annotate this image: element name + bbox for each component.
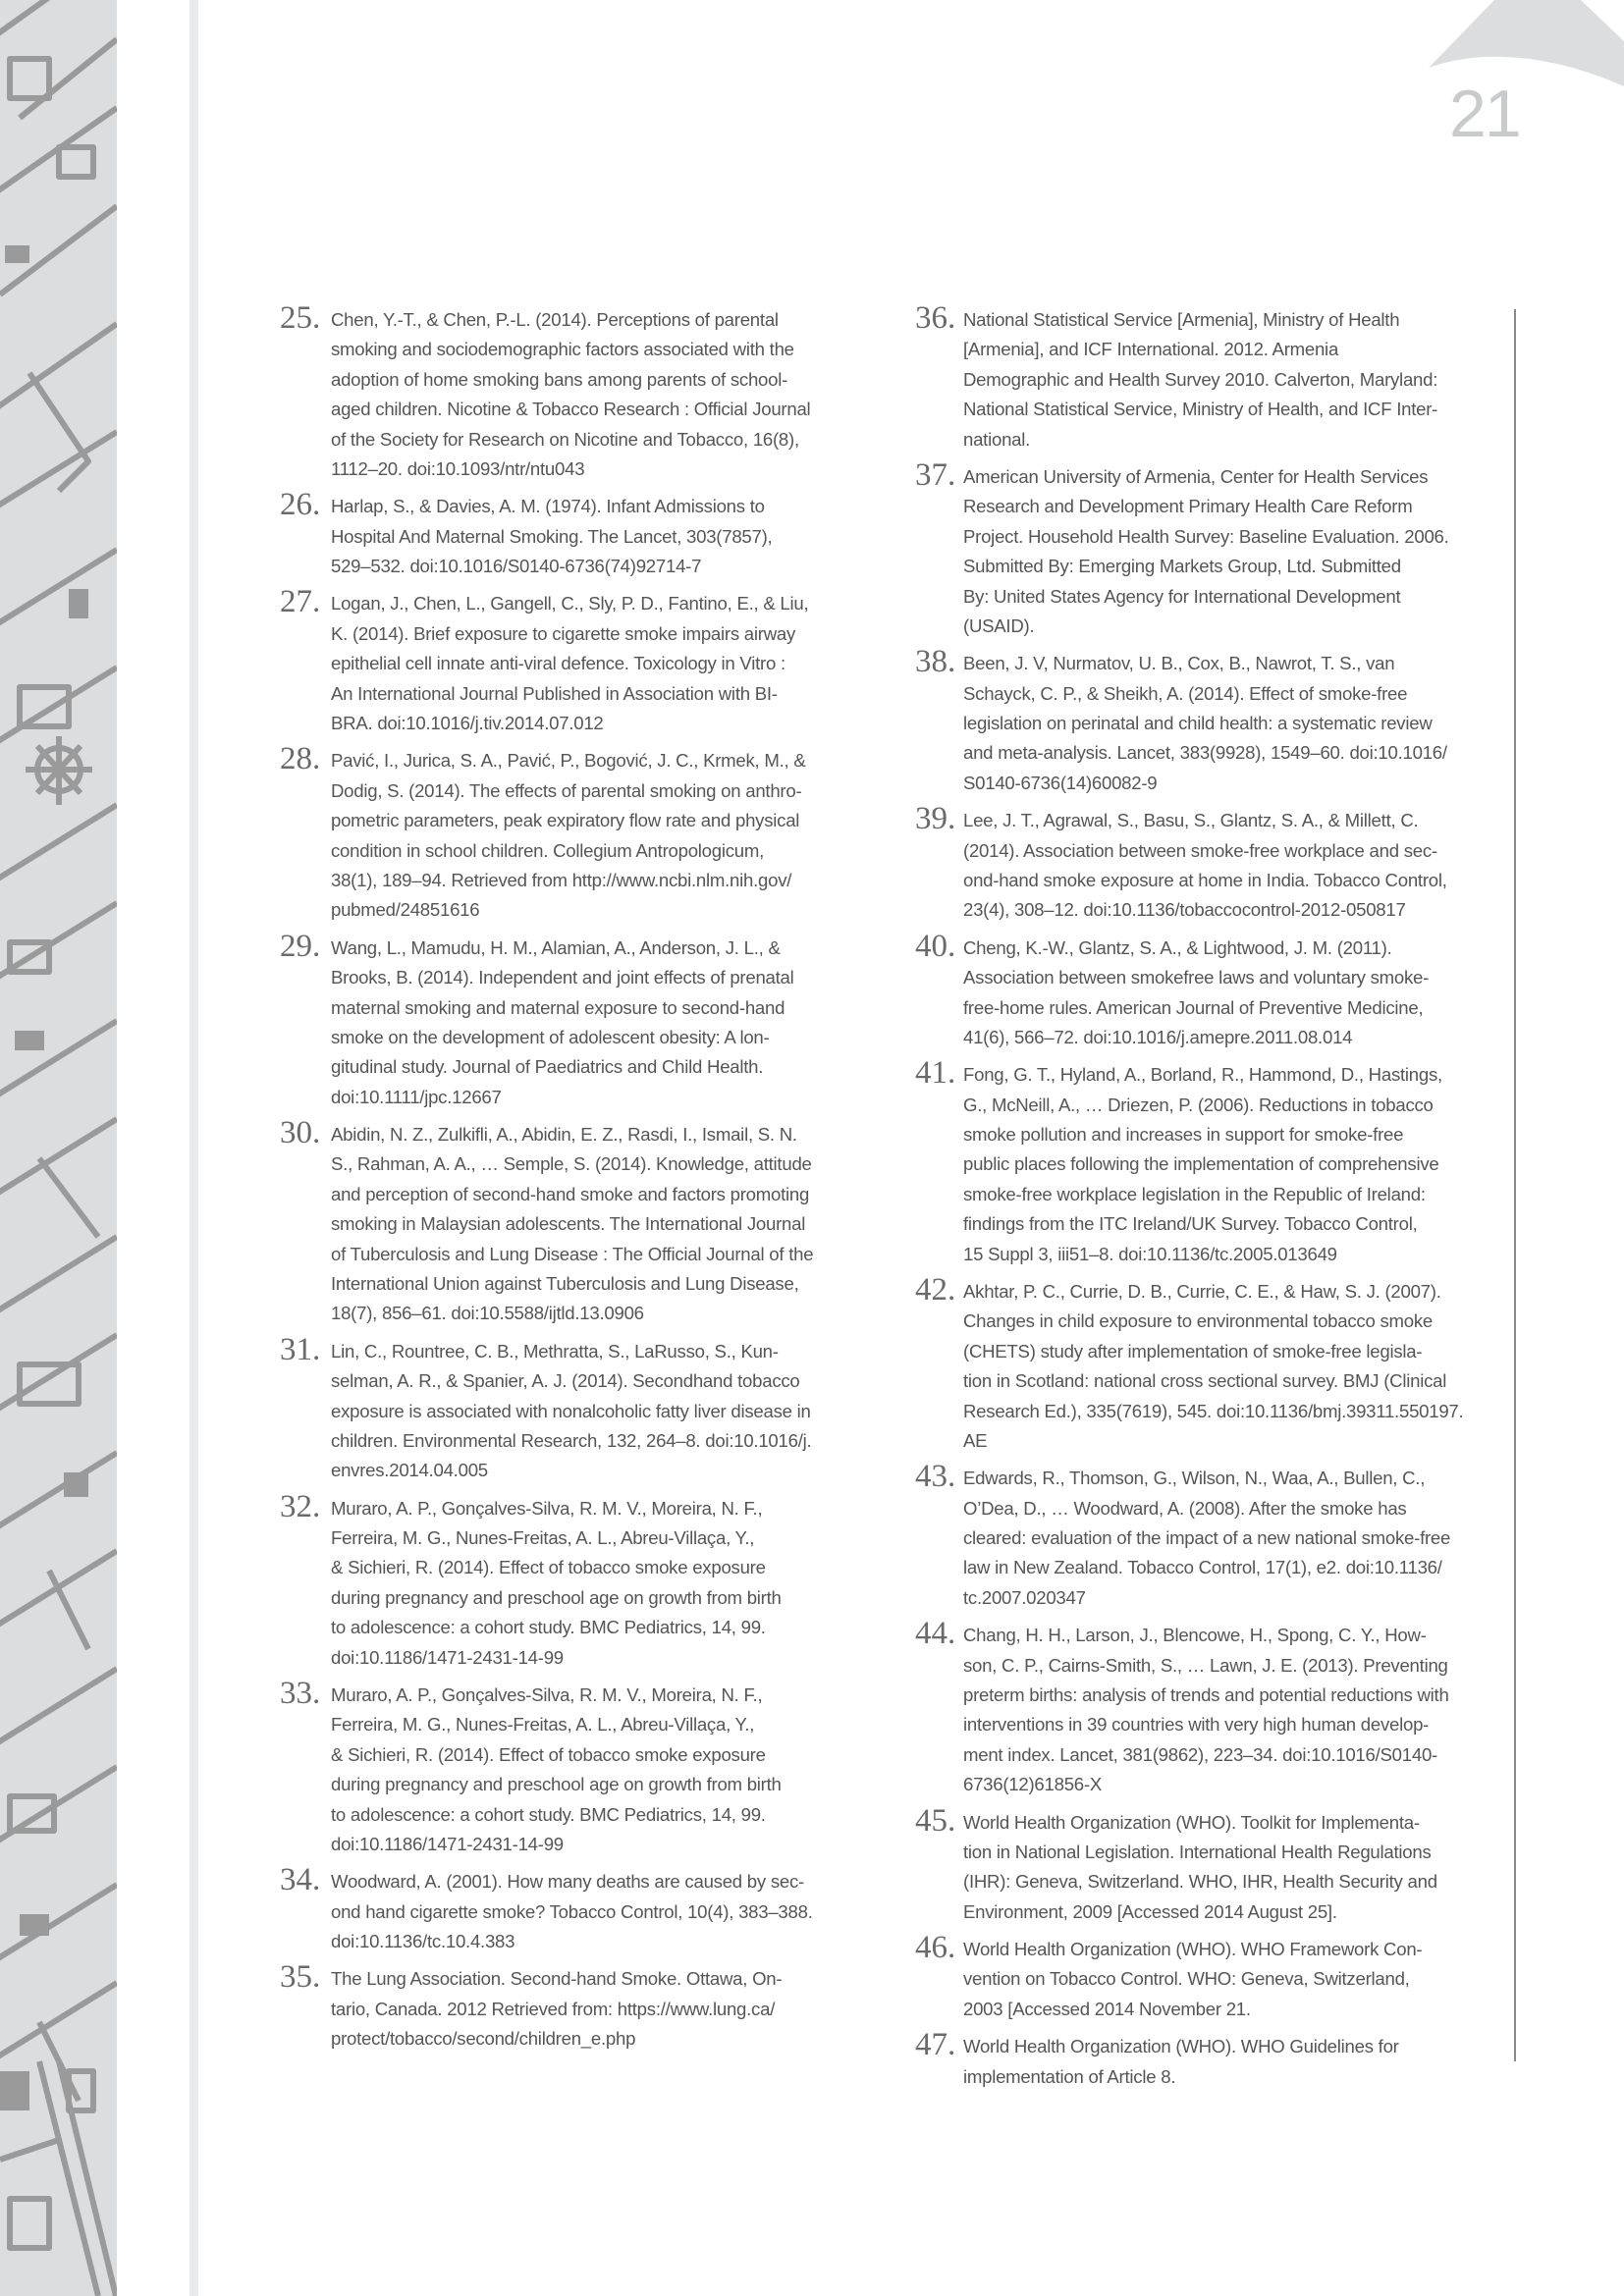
reference-line: By: United States Agency for International Development [963,585,1401,607]
reference-text [331,589,869,738]
reference-line: children. Environmental Research, 132, 264–8. doi:10.1016/j. [331,1429,812,1451]
reference-line: World Health Organization (WHO). WHO Framework Con- [963,1939,1423,1960]
reference-item [280,1959,869,2054]
reference-item [915,1271,1504,1456]
reference-line: Muraro, A. P., Gonçalves-Silva, R. M. V., Moreira, N. F., [331,1497,763,1519]
reference-line: condition in school children. Collegium Antropologicum, [331,839,765,861]
reference-line: preterm births: analysis of trends and potential reductions with [963,1684,1449,1705]
reference-text [963,1277,1504,1456]
reference-number: 28. [280,741,321,777]
reference-item [280,1676,869,1859]
reference-line: Demographic and Health Survey 2010. Calverton, Maryland: [963,368,1438,390]
reference-line: Dodig, S. (2014). The effects of parental smoking on anthro- [331,779,802,801]
reference-line: S., Rahman, A. A., … Semple, S. (2014). Knowledge, attitude [331,1153,812,1175]
reference-number: 47. [915,2027,956,2063]
reference-line: (2014). Association between smoke-free workplace and sec- [963,839,1437,861]
reference-line: National Statistical Service, Ministry of Health, and ICF Inter- [963,399,1438,420]
reference-item [280,487,869,581]
reference-number: 35. [280,1959,321,1996]
reference-line: smoke-free workplace legislation in the Republic of Ireland: [963,1183,1426,1204]
reference-item [280,1115,869,1329]
reference-line: tion in Scotland: national cross sectional survey. BMJ (Clinical [963,1370,1447,1392]
reference-line: 15 Suppl 3, iii51–8. doi:10.1136/tc.2005.013649 [963,1243,1337,1264]
reference-line: Changes in child exposure to environmental tobacco smoke [963,1310,1433,1332]
reference-line: Muraro, A. P., Gonçalves-Silva, R. M. V., Moreira, N. F., [331,1684,763,1705]
reference-number: 45. [915,1802,956,1839]
reference-number: 42. [915,1271,956,1308]
reference-line: Research and Development Primary Health Care Reform [963,496,1413,517]
reference-line: gitudinal study. Journal of Paediatrics and Child Health. [331,1056,764,1078]
reference-line: during pregnancy and preschool age on growth from birth [331,1774,782,1795]
reference-line: Association between smokefree laws and voluntary smoke- [963,967,1430,988]
reference-text [331,934,869,1112]
column-rule [1514,309,1516,2061]
margin-band [189,0,198,2296]
reference-line: to adolescence: a cohort study. BMC Pediatrics, 14, 99. [331,1803,766,1825]
references-column-left [280,300,869,2062]
reference-number: 33. [280,1676,321,1711]
reference-text [963,649,1504,798]
reference-number: 26. [280,487,321,523]
reference-line: Abidin, N. Z., Zulkifli, A., Abidin, E. Z., Rasdi, I., Ismail, S. N. [331,1124,797,1146]
reference-text [331,1867,869,1956]
reference-line: Chen, Y.-T., & Chen, P.-L. (2014). Perceptions of parental [331,309,779,330]
reference-line: BRA. doi:10.1016/j.tiv.2014.07.012 [331,713,604,734]
reference-item [915,928,1504,1053]
reference-line: [Armenia], and ICF International. 2012. Armenia [963,339,1339,360]
reference-line: public places following the implementation of comprehensive [963,1153,1439,1175]
reference-line: doi:10.1136/tc.10.4.383 [331,1931,515,1952]
reference-line: & Sichieri, R. (2014). Effect of tobacco smoke exposure [331,1743,766,1765]
reference-line: Woodward, A. (2001). How many deaths are caused by sec- [331,1871,804,1893]
reference-line: doi:10.1186/1471-2431-14-99 [331,1834,564,1855]
reference-text [331,1494,869,1673]
reference-item [280,584,869,738]
reference-item [280,741,869,925]
reference-line: Brooks, B. (2014). Independent and joint effects of prenatal [331,967,794,988]
reference-line: law in New Zealand. Tobacco Control, 17(1), e2. doi:10.1136/ [963,1557,1442,1578]
reference-line: envres.2014.04.005 [331,1460,488,1481]
reference-item [280,1862,869,1956]
reference-line: smoke pollution and increases in support for smoke-free [963,1124,1404,1146]
reference-line: 23(4), 308–12. doi:10.1136/tobaccocontrol-2012-050817 [963,899,1406,921]
reference-item [915,1616,1504,1799]
reference-line: Edwards, R., Thomson, G., Wilson, N., Waa, A., Bullen, C., [963,1468,1426,1489]
reference-number: 32. [280,1488,321,1524]
reference-text [963,934,1504,1053]
reference-line: 529–532. doi:10.1016/S0140-6736(74)92714-7 [331,556,702,577]
reference-item [280,1331,869,1486]
reference-text [331,1681,869,1859]
reference-line: free-home rules. American Journal of Preventive Medicine, [963,996,1424,1018]
reference-line: interventions in 39 countries with very high human develop- [963,1714,1430,1735]
reference-text [331,305,869,484]
reference-line: smoke on the development of adolescent obesity: A lon- [331,1026,770,1047]
reference-number: 39. [915,801,956,837]
reference-text [963,806,1504,926]
reference-line: of Tuberculosis and Lung Disease : The Official Journal of the [331,1243,814,1264]
reference-number: 43. [915,1459,956,1495]
reference-line: son, C. P., Cairns-Smith, S., … Lawn, J. E. (2013). Preventing [963,1654,1448,1676]
reference-line: tion in National Legislation. International Health Regulations [963,1841,1432,1862]
reference-line: American University of Armenia, Center for Health Services [963,465,1429,487]
reference-item [280,300,869,484]
reference-number: 38. [915,644,956,680]
reference-line: Logan, J., Chen, L., Gangell, C., Sly, P. D., Fantino, E., & Liu, [331,593,809,614]
reference-line: Harlap, S., & Davies, A. M. (1974). Infant Admissions to [331,496,765,517]
reference-line: of the Society for Research on Nicotine and Tobacco, 16(8), [331,428,799,450]
reference-line: Lee, J. T., Agrawal, S., Basu, S., Glantz, S. A., & Millett, C. [963,810,1419,831]
reference-line: doi:10.1111/jpc.12667 [331,1086,502,1107]
reference-line: Schayck, C. P., & Sheikh, A. (2014). Effect of smoke-free [963,682,1408,704]
reference-line: An International Journal Published in Association with BI- [331,682,778,704]
reference-text [963,1464,1504,1613]
city-map-icon [0,0,117,2296]
reference-text [963,1060,1504,1269]
reference-line: 38(1), 189–94. Retrieved from http://www.ncbi.nlm.nih.gov/ [331,869,792,890]
reference-number: 34. [280,1862,321,1898]
reference-line: national. [963,428,1031,450]
reference-line: exposure is associated with nonalcoholic fatty liver disease in [331,1400,811,1421]
reference-line: S0140-6736(14)60082-9 [963,772,1158,793]
reference-number: 27. [280,584,321,620]
reference-line: & Sichieri, R. (2014). Effect of tobacco smoke exposure [331,1557,766,1578]
reference-line: Been, J. V, Nurmatov, U. B., Cox, B., Nawrot, T. S., van [963,653,1395,674]
reference-line: pubmed/24851616 [331,899,480,921]
reference-number: 46. [915,1930,956,1966]
reference-text [331,1964,869,2054]
reference-line: Hospital And Maternal Smoking. The Lancet, 303(7857), [331,525,773,547]
reference-line: smoking in Malaysian adolescents. The International Journal [331,1213,806,1235]
reference-line: ond hand cigarette smoke? Tobacco Control, 10(4), 383–388. [331,1900,813,1922]
reference-line: 1112–20. doi:10.1093/ntr/ntu043 [331,458,585,480]
reference-line: Cheng, K.-W., Glantz, S. A., & Lightwood, J. M. (2011). [963,936,1392,958]
reference-number: 37. [915,456,956,493]
reference-item [280,928,869,1112]
reference-line: during pregnancy and preschool age on growth from birth [331,1586,782,1608]
reference-line: vention on Tobacco Control. WHO: Geneva, Switzerland, [963,1968,1410,1990]
reference-item [280,1488,869,1673]
reference-line: Ferreira, M. G., Nunes-Freitas, A. L., Abreu-Villaça, Y., [331,1714,755,1735]
reference-line: cleared: evaluation of the impact of a new national smoke-free [963,1527,1451,1549]
reference-line: epithelial cell innate anti-viral defence. Toxicology in Vitro : [331,653,785,674]
reference-line: legislation on perinatal and child health: a systematic review [963,713,1433,734]
reference-line: O’Dea, D., … Woodward, A. (2008). After the smoke has [963,1497,1407,1519]
reference-text [331,1120,869,1329]
reference-line: to adolescence: a cohort study. BMC Pediatrics, 14, 99. [331,1617,766,1638]
reference-line: World Health Organization (WHO). Toolkit for Implementa- [963,1811,1420,1833]
reference-line: AE [963,1429,988,1451]
reference-line: maternal smoking and maternal exposure to second-hand [331,996,785,1018]
reference-line: selman, A. R., & Spanier, A. J. (2014). Secondhand tobacco [331,1370,800,1392]
reference-number: 30. [280,1115,321,1151]
reference-line: National Statistical Service [Armenia], Ministry of Health [963,309,1400,330]
reference-line: aged children. Nicotine & Tobacco Research : Official Journal [331,399,811,420]
reference-line: Wang, L., Mamudu, H. M., Alamian, A., Anderson, J. L., & [331,936,781,958]
reference-text [331,746,869,925]
map-pattern-strip [0,0,117,2296]
reference-text [331,492,869,581]
reference-item [915,456,1504,641]
reference-number: 31. [280,1331,321,1367]
reference-item [915,644,1504,798]
reference-line: Lin, C., Rountree, C. B., Methratta, S., LaRusso, S., Kun- [331,1340,779,1362]
references-column-right [915,300,1504,2100]
reference-line: ment index. Lancet, 381(9862), 223–34. doi:10.1016/S0140- [963,1743,1437,1765]
reference-line: (IHR): Geneva, Switzerland. WHO, IHR, Health Security and [963,1871,1437,1893]
reference-line: Fong, G. T., Hyland, A., Borland, R., Hammond, D., Hastings, [963,1064,1442,1086]
reference-item [915,300,1504,454]
reference-line: Environment, 2009 [Accessed 2014 August 25]. [963,1900,1337,1922]
reference-text [331,1337,869,1486]
reference-text [963,1808,1504,1928]
reference-line: Submitted By: Emerging Markets Group, Ltd. Submitted [963,556,1401,577]
reference-number: 29. [280,928,321,964]
reference-item [915,1055,1504,1269]
reference-item [915,801,1504,926]
reference-number: 36. [915,300,956,336]
reference-line: Ferreira, M. G., Nunes-Freitas, A. L., Abreu-Villaça, Y., [331,1527,755,1549]
reference-text [963,462,1504,641]
reference-line: protect/tobacco/second/children_e.php [331,2028,636,2050]
reference-line: The Lung Association. Second-hand Smoke. Ottawa, On- [331,1968,783,1990]
reference-line: World Health Organization (WHO). WHO Guidelines for [963,2036,1399,2057]
reference-number: 41. [915,1055,956,1092]
reference-text [963,2032,1504,2092]
reference-line: Research Ed.), 335(7619), 545. doi:10.1136/bmj.39311.550197. [963,1400,1464,1421]
reference-line: findings from the ITC Ireland/UK Survey. Tobacco Control, [963,1213,1418,1235]
reference-line: adoption of home smoking bans among parents of school- [331,368,788,390]
reference-line: 2003 [Accessed 2014 November 21. [963,1998,1251,2019]
reference-line: (USAID). [963,614,1035,636]
reference-line: Project. Household Health Survey: Baseline Evaluation. 2006. [963,525,1449,547]
reference-item [915,2027,1504,2092]
reference-item [915,1802,1504,1928]
reference-line: and perception of second-hand smoke and factors promoting [331,1183,810,1204]
reference-line: pometric parameters, peak expiratory flow rate and physical [331,810,800,831]
reference-line: International Union against Tuberculosis and Lung Disease, [331,1273,799,1295]
reference-line: 41(6), 566–72. doi:10.1016/j.amepre.2011.08.014 [963,1026,1353,1047]
page-number: 21 [1449,77,1520,151]
reference-text [963,305,1504,454]
reference-line: G., McNeill, A., … Driezen, P. (2006). Reductions in tobacco [963,1094,1434,1115]
reference-text [963,1621,1504,1799]
reference-line: Akhtar, P. C., Currie, D. B., Currie, C. E., & Haw, S. J. (2007). [963,1280,1441,1302]
reference-line: 6736(12)61856-X [963,1774,1102,1795]
reference-line: ond-hand smoke exposure at home in India. Tobacco Control, [963,869,1447,890]
reference-line: (CHETS) study after implementation of smoke-free legisla- [963,1340,1423,1362]
reference-item [915,1459,1504,1613]
reference-line: implementation of Article 8. [963,2065,1176,2087]
reference-number: 25. [280,300,321,336]
reference-number: 44. [915,1616,956,1652]
reference-number: 40. [915,928,956,964]
reference-item [915,1930,1504,2024]
reference-line: doi:10.1186/1471-2431-14-99 [331,1646,564,1668]
reference-line: and meta-analysis. Lancet, 383(9928), 1549–60. doi:10.1016/ [963,742,1447,764]
reference-line: K. (2014). Brief exposure to cigarette smoke impairs airway [331,622,796,644]
reference-line: tc.2007.020347 [963,1586,1086,1608]
reference-line: smoking and sociodemographic factors associated with the [331,339,794,360]
reference-text [963,1935,1504,2024]
reference-line: Pavić, I., Jurica, S. A., Pavić, P., Bogović, J. C., Krmek, M., & [331,750,806,772]
reference-line: tario, Canada. 2012 Retrieved from: https://www.lung.ca/ [331,1998,776,2019]
reference-line: Chang, H. H., Larson, J., Blencowe, H., Spong, C. Y., How- [963,1625,1427,1646]
reference-line: 18(7), 856–61. doi:10.5588/ijtld.13.0906 [331,1303,644,1324]
